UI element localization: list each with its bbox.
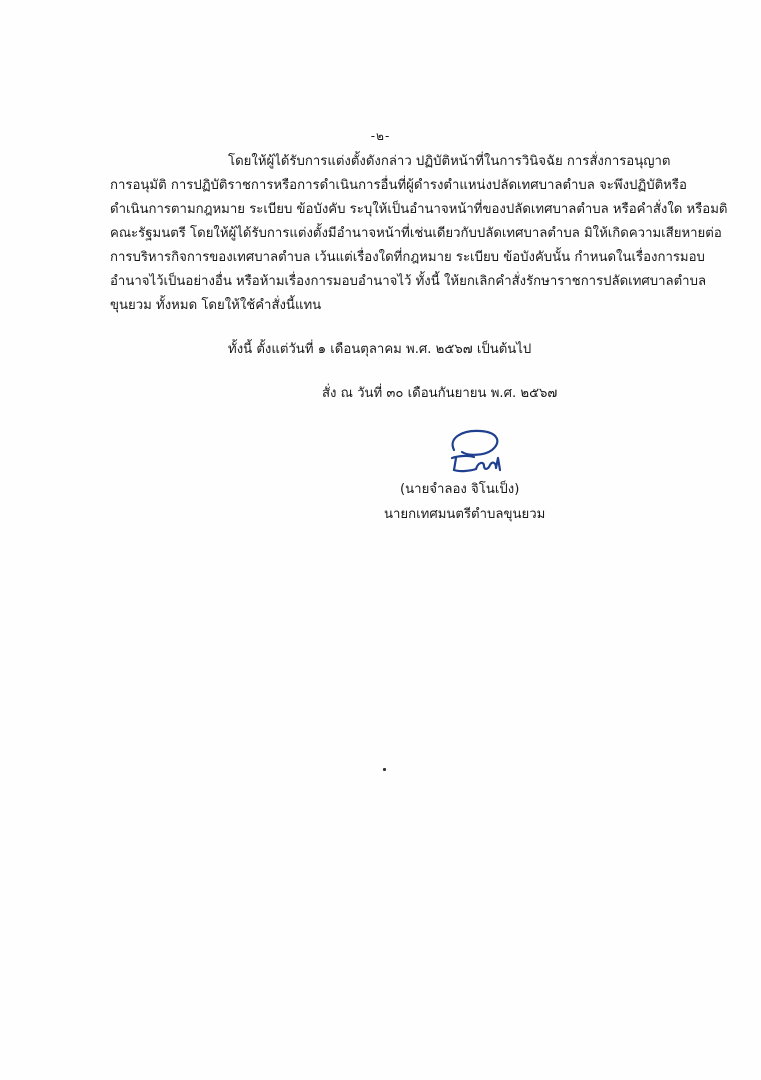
paragraph-line: การบริหารกิจการของเทศบาลตำบล เว้นแต่เรื่องใดที่กฎหมาย ระเบียบ ข้อบังคับนั้น กำหนดในเรื่องการมอบ	[110, 250, 705, 265]
page-number: -๒-	[370, 129, 391, 143]
order-date: สั่ง ณ วันที่ ๓๐ เดือนกันยายน พ.ศ. ๒๕๖๗	[322, 386, 558, 401]
signature-icon	[440, 428, 510, 476]
paragraph-line: อำนาจไว้เป็นอย่างอื่น หรือห้ามเรื่องการมอบอำนาจไว้ ทั้งนี้ ให้ยกเลิกคำสั่งรักษาราชการปลัดเทศบาลตำบล	[110, 274, 707, 289]
paragraph-line: คณะรัฐมนตรี โดยให้ผู้ได้รับการแต่งตั้งมีอำนาจหน้าที่เช่นเดียวกับปลัดเทศบาลตำบล มิให้เกิดความเสียหายต่อ	[110, 226, 722, 241]
signer-name: (นายจำลอง จิโนเป็ง)	[400, 482, 520, 497]
signer-title: นายกเทศมนตรีตำบลขุนยวม	[384, 507, 546, 522]
paragraph-line: ดำเนินการตามกฎหมาย ระเบียบ ข้อบังคับ ระบุให้เป็นอำนาจหน้าที่ของปลัดเทศบาลตำบล หรือคำสั่งใด หรือมติ	[110, 202, 728, 217]
paragraph-line: โดยให้ผู้ได้รับการแต่งตั้งดังกล่าว ปฏิบัติหน้าที่ในการวินิจฉัย การสั่งการอนุญาต	[228, 154, 671, 169]
paragraph-line: การอนุมัติ การปฏิบัติราชการหรือการดำเนินการอื่นที่ผู้ดำรงตำแหน่งปลัดเทศบาลตำบล จะพึงปฏิบัติหรือ	[110, 178, 687, 193]
paragraph-line: ขุนยวม ทั้งหมด โดยให้ใช้คำสั่งนี้แทน	[110, 298, 322, 313]
scan-speck	[383, 768, 386, 771]
effective-date-statement: ทั้งนี้ ตั้งแต่วันที่ ๑ เดือนตุลาคม พ.ศ. ๒๕๖๗ เป็นต้นไป	[228, 342, 532, 357]
